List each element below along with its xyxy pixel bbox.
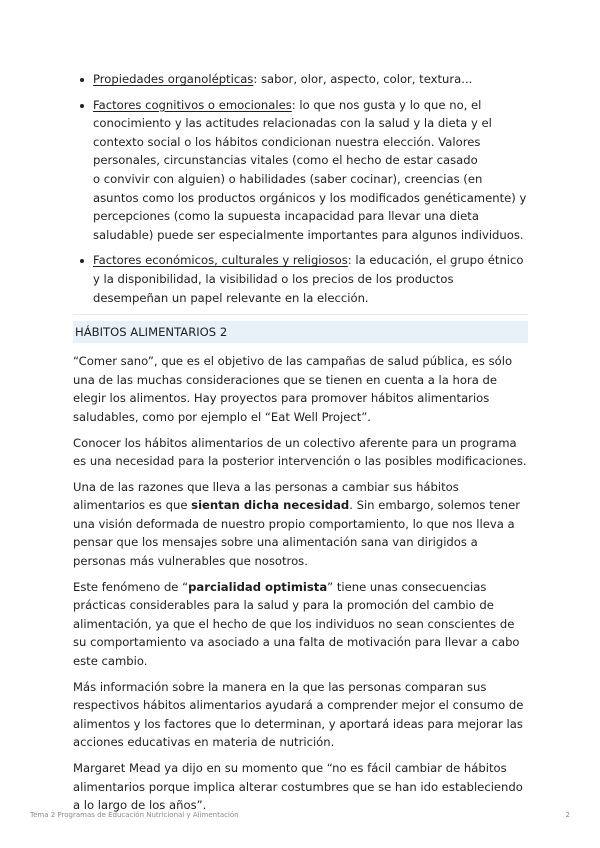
page-footer bbox=[30, 811, 570, 819]
list-item-text: : sabor, olor, aspecto, color, textura... bbox=[253, 72, 473, 86]
paragraph: Margaret Mead ya dijo en su momento que “no es fácil cambiar de hábitos alimentarios porque implica alterar costumbres que se han ido estableciendo a lo largo de los años”. bbox=[73, 761, 523, 813]
paragraph: Más información sobre la manera en la que las personas comparan sus respectivos hábitos alimentarios ayudará a comprender mejor el consumo de alimentos y los factores que lo determinan, y aportará ideas para mejorar las acciones educativas en materia de nutrición. bbox=[73, 679, 524, 750]
section-heading: HÁBITOS ALIMENTARIOS 2 bbox=[73, 321, 528, 343]
footer-title: Tema 2 Programas de Educación Nutricional y Alimentación bbox=[30, 811, 239, 819]
paragraph bbox=[73, 578, 528, 671]
list-item-text: : la educación, el grupo étnico y la disponibilidad, la visibilidad o los precios de los productos desempeñan un papel relevante en la elección. bbox=[93, 253, 524, 305]
factors-list bbox=[73, 70, 528, 307]
paragraph-text: Una de las razones que lleva a las personas a cambiar sus hábitos alimentarios es que bbox=[73, 479, 459, 513]
paragraph bbox=[73, 478, 528, 571]
page-content bbox=[73, 70, 528, 822]
paragraph-text: . Sin embargo, solemos tener una visión deformada de nuestro propio comportamiento, lo que nos lleva a pensar que los mensajes sobre una alimentación sana van dirigidos a personas más vulnerables que nosotros. bbox=[73, 498, 521, 569]
list-item bbox=[73, 251, 528, 307]
list-item bbox=[73, 70, 528, 89]
paragraph-text: ” tiene unas consecuencias prácticas considerables para la salud y para la promoción del cambio de alimentación, ya que el hecho de que los individuos no sean conscientes de su comportamiento va asociado a una falta de motivación para llevar a cabo este cambio. bbox=[73, 579, 520, 669]
section-divider bbox=[73, 314, 528, 315]
bold-phrase: sientan dicha necesidad bbox=[191, 498, 350, 513]
paragraph-text: Este fenómeno de “ bbox=[73, 579, 189, 594]
list-item-term: Propiedades organolépticas bbox=[93, 72, 254, 86]
bold-phrase: parcialidad optimista bbox=[188, 579, 328, 594]
page-number: 2 bbox=[565, 811, 570, 819]
list-item bbox=[73, 96, 528, 245]
paragraph: Conocer los hábitos alimentarios de un colectivo aferente para un programa es una necesidad para la posterior intervención o las posibles modificaciones. bbox=[73, 435, 527, 469]
list-item-term: Factores económicos, culturales y religiosos bbox=[93, 253, 348, 268]
paragraph: “Comer sano”, que es el objetivo de las campañas de salud pública, es sólo una de las muchas consideraciones que se tienen en cuenta a la hora de elegir los alimentos. Hay proyectos para promover hábitos alimentarios saludables, como por ejemplo el “Eat Well Project”. bbox=[73, 354, 513, 424]
list-item-text: : lo que nos gusta y lo que no, el conocimiento y las actitudes relacionadas con la salud y la dieta y el contexto social o los hábitos condicionan nuestra elección. Valores personales, circunstancias vitales (como el hecho de estar casado bbox=[93, 97, 492, 168]
list-item-term: Factores cognitivos o emocionales bbox=[93, 97, 292, 112]
list-item-text-continued: o convivir con alguien) o habilidades (saber cocinar), creencias (en asuntos como los productos orgánicos y los modificados genéticamente) y percepciones (como la supuesta incapacidad para llevar una dieta saludable) puede ser especialmente importantes para algunos individuos. bbox=[93, 171, 527, 242]
